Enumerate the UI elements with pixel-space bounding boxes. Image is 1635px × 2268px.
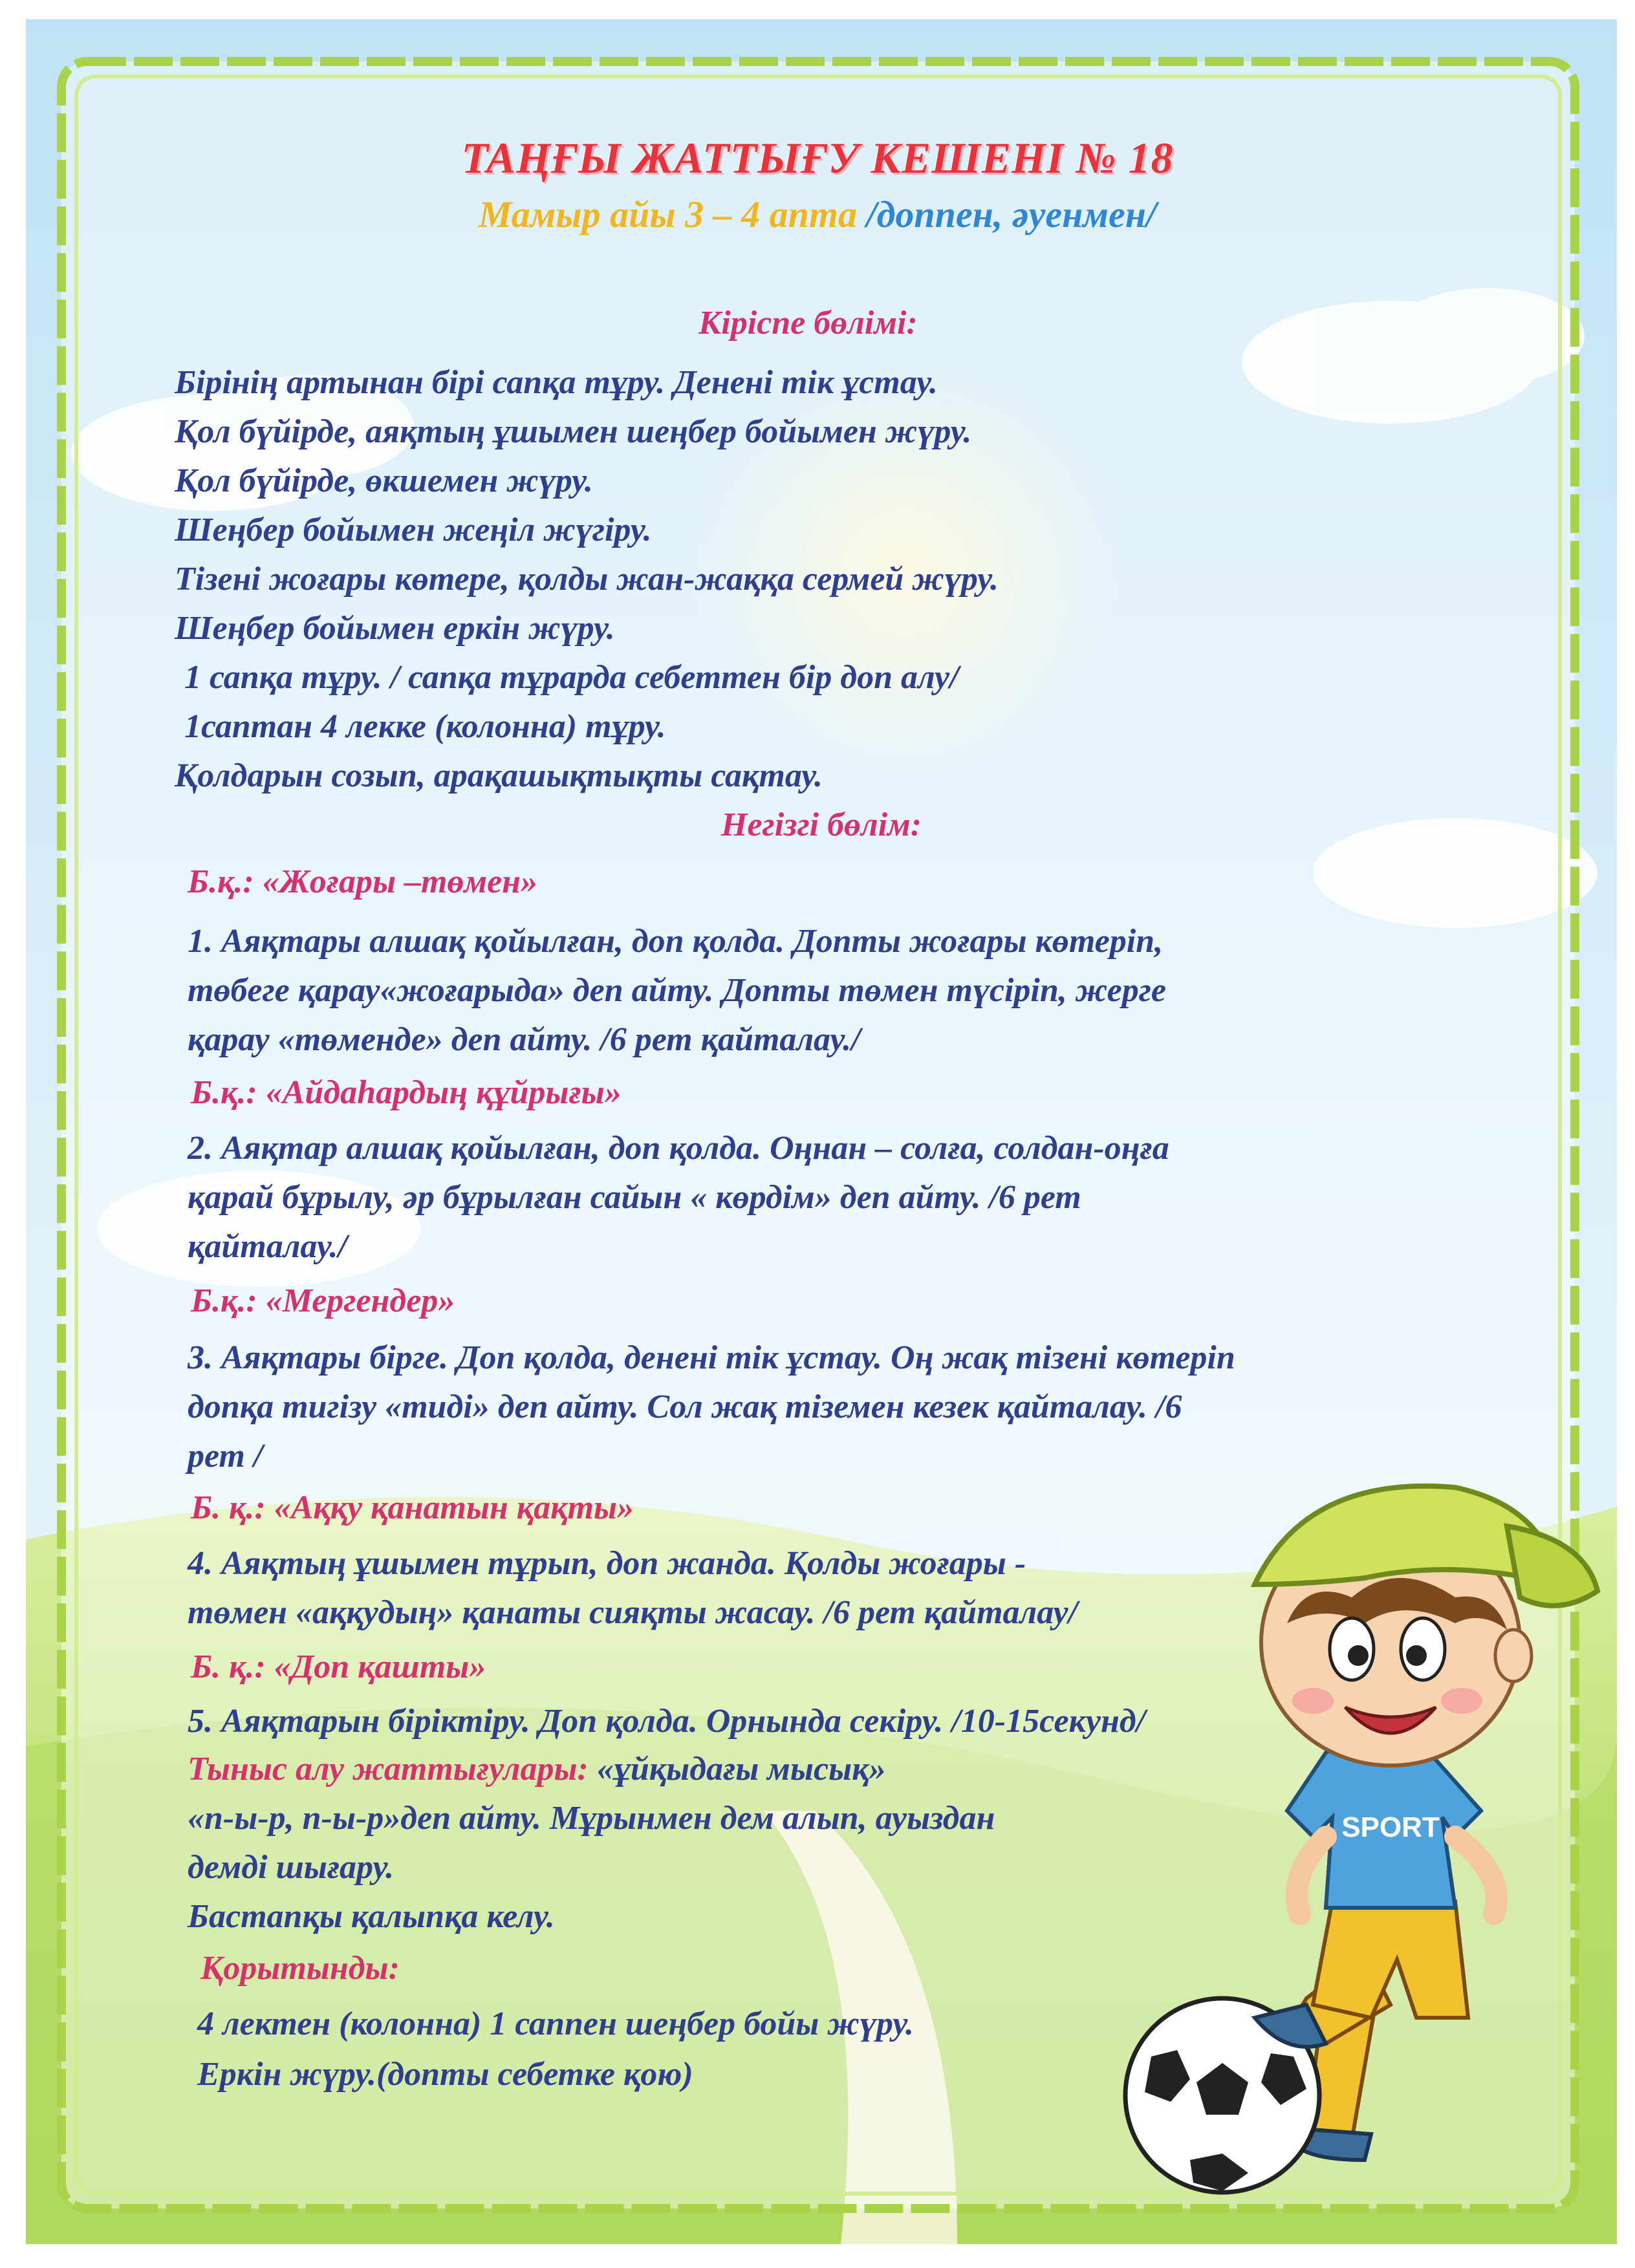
exercise-line: 4. Аяқтың ұшымен тұрып, доп жанда. Қолды жоғары - <box>188 1545 1026 1582</box>
breathing-line: демді шығару. <box>188 1849 395 1886</box>
subtitle-note: /доппен, әуенмен/ <box>866 193 1157 235</box>
exercise-line: рет / <box>188 1438 263 1474</box>
breathing-heading: Тыныс алу жаттығулары: <box>188 1751 589 1787</box>
exercise-line: қарай бұрылу, әр бұрылған сайын « көрдім» деп айту. /6 рет <box>188 1179 1081 1216</box>
page-title: ТАҢҒЫ ЖАТТЫҒУ КЕШЕНІ № 18 <box>461 133 1174 182</box>
exercise-line: 2. Аяқтар алшақ қойылған, доп қолда. Оңнан – солға, солдан-оңға <box>188 1130 1169 1167</box>
breathing-title: «ұйқыдағы мысық» <box>588 1751 886 1787</box>
exercise-name: Б.қ.: «Мергендер» <box>191 1282 455 1319</box>
conclusion-line: 4 лектен (колонна) 1 саппен шеңбер бойы жүру. <box>197 2005 914 2042</box>
intro-line: Қолдарын созып, арақашықтықты сақтау. <box>175 757 823 794</box>
exercise-line: допқа тигізу «тиді» деп айту. Сол жақ тіземен кезек қайталау. /6 <box>188 1388 1182 1425</box>
exercise-line: қарау «төменде» деп айту. /6 рет қайталау./ <box>188 1021 861 1058</box>
shirt-text: SPORT <box>1341 1811 1440 1843</box>
intro-line: Қол бүйірде, аяқтың ұшымен шеңбер бойымен жүру. <box>175 413 972 450</box>
breathing-line: Бастапқы қалыпқа келу. <box>188 1898 555 1935</box>
intro-line: Шеңбер бойымен еркін жүру. <box>175 610 615 647</box>
exercise-line: 5. Аяқтарын біріктіру. Доп қолда. Орнында секіру. /10-15секунд/ <box>188 1703 1146 1740</box>
main-heading: Негізгі бөлім: <box>721 806 922 843</box>
intro-line: 1саптан 4 лекке (колонна) тұру. <box>184 708 666 745</box>
exercise-line: төмен «аққудың» қанаты сияқты жасау. /6 рет қайталау/ <box>188 1594 1078 1631</box>
conclusion-line: Еркін жүру.(допты себетке қою) <box>197 2056 693 2093</box>
exercise-name: Б. қ.: «Аққу қанатын қақты» <box>191 1489 634 1526</box>
breathing-row <box>188 1750 886 1788</box>
conclusion-heading: Қорытынды: <box>200 1950 400 1987</box>
exercise-line: төбеге қарау«жоғарыда» деп айту. Допты төмен түсіріп, жерге <box>188 972 1166 1009</box>
breathing-line: «п-ы-р, п-ы-р»деп айту. Мұрынмен дем алып, ауыздан <box>188 1800 995 1837</box>
subtitle-month: Мамыр айы 3 – 4 апта <box>478 193 867 235</box>
exercise-line: қайталау./ <box>188 1228 347 1265</box>
intro-line: Қол бүйірде, өкшемен жүру. <box>175 462 593 499</box>
subtitle <box>0 193 1635 236</box>
exercise-name: Б.қ.: «Айдаһардың құйрығы» <box>191 1074 622 1111</box>
intro-line: Шеңбер бойымен жеңіл жүгіру. <box>175 512 652 548</box>
exercise-name: Б. қ.: «Доп қашты» <box>191 1648 486 1685</box>
intro-heading: Кіріспе бөлімі: <box>698 305 918 341</box>
exercise-line: 1. Аяқтары алшақ қойылған, доп қолда. Допты жоғары көтеріп, <box>188 923 1164 960</box>
intro-line: Тізені жоғары көтере, қолды жан-жаққа сермей жүру. <box>175 561 999 598</box>
exercise-name: Б.қ.: «Жоғары –төмен» <box>188 863 538 900</box>
intro-line: 1 сапқа тұру. / сапқа тұрарда себеттен бір доп алу/ <box>184 659 959 696</box>
intro-line: Бірінің артынан бірі сапқа тұру. Денені тік ұстау. <box>175 364 938 401</box>
exercise-line: 3. Аяқтары бірге. Доп қолда, денені тік ұстау. Оң жақ тізені көтеріп <box>188 1339 1235 1376</box>
